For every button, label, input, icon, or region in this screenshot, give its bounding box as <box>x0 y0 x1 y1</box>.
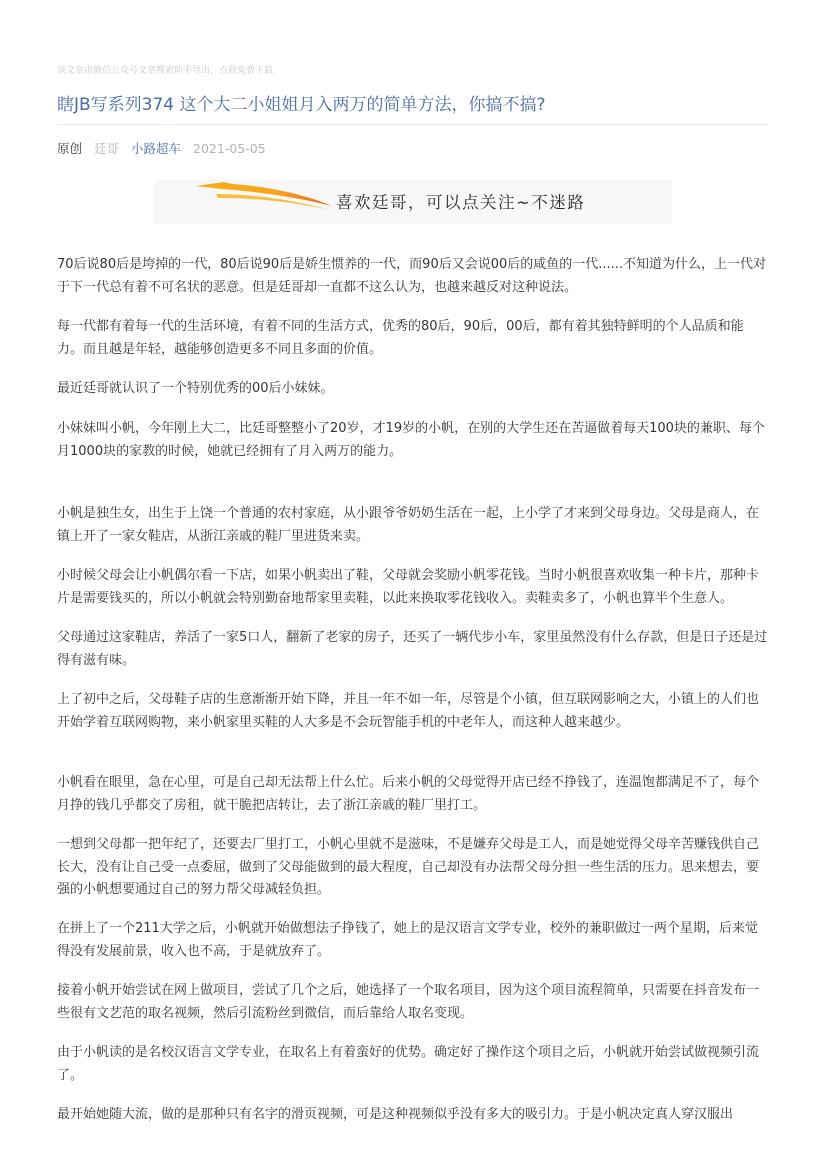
original-label: 原创 <box>57 141 83 156</box>
article-title: 瞎JB写系列374 这个大二小姐姐月入两万的简单方法，你搞不搞? <box>57 95 546 115</box>
paragraph: 一想到父母都一把年纪了，还要去厂里打工，小帆心里就不是滋味，不是嫌弃父母是工人，而是她觉得父母辛苦赚钱供自己长大，没有让自己受一点委屈，做到了父母能做到的最大程度，自己却没有办法帮父母分担一些生活的压力。思来想去，要强的小帆想要通过自己的努力帮父母减轻负担。 <box>57 837 760 897</box>
paragraph: 70后说80后是垮掉的一代，80后说90后是娇生惯养的一代，而90后又会说00后的咸鱼的一代......不知道为什么，上一代对于下一代总有着不可名状的恶意。但是廷哥却一直都不这么认为，也越来越反对这种说法。 <box>57 257 767 295</box>
publish-date: 2021-05-05 <box>193 141 266 156</box>
paragraph: 在拼上了一个211大学之后，小帆就开始做想法子挣钱了，她上的是汉语言文学专业，校外的兼职做过一两个星期，后来觉得没有发展前景，收入也不高，于是就放弃了。 <box>57 921 758 959</box>
paragraph: 小帆看在眼里，急在心里，可是自己却无法帮上什么忙。后来小帆的父母觉得开店已经不挣钱了，连温饱都满足不了，每个月挣的钱几乎都交了房租，就干脆把店转让，去了浙江亲戚的鞋厂里打工。 <box>57 775 760 813</box>
paragraph: 小帆是独生女，出生于上饶一个普通的农村家庭，从小跟爷爷奶奶生活在一起，上小学了才来到父母身边。父母是商人，在镇上开了一家女鞋店，从浙江亲戚的鞋厂里进货来卖。 <box>57 506 760 544</box>
paragraph: 接着小帆开始尝试在网上做项目，尝试了几个之后，她选择了一个取名项目，因为这个项目流程简单，只需要在抖音发布一些很有文艺范的取名视频，然后引流粉丝到微信，而后靠给人取名变现。 <box>57 983 760 1021</box>
paragraph: 小时候父母会让小帆偶尔看一下店，如果小帆卖出了鞋，父母就会奖励小帆零花钱。当时小帆很喜欢收集一种卡片，那种卡片是需要钱买的，所以小帆就会特别勤奋地帮家里卖鞋，以此来换取零花钱收入。卖鞋卖多了，小帆也算半个生意人。 <box>57 568 760 606</box>
paragraph: 最近廷哥就认识了一个特别优秀的00后小妹妹。 <box>57 381 334 396</box>
export-notice-link[interactable]: 该文章由微信公众号文章搜索助手导出，点我免费下载 <box>57 66 274 76</box>
follow-banner-text: 喜欢廷哥，可以点关注~不迷路 <box>336 193 586 212</box>
paragraph: 上了初中之后，父母鞋子店的生意渐渐开始下降，并且一年不如一年，尽管是个小镇，但互联网影响之大，小镇上的人们也开始学着互联网购物，来小帆家里买鞋的人大多是不会玩智能手机的中老年人，而这种人越来越少。 <box>57 692 760 730</box>
paragraph: 最开始她随大流，做的是那种只有名字的滑页视频，可是这种视频似乎没有多大的吸引力。于是小帆决定真人穿汉服出 <box>57 1107 734 1122</box>
account-name-link[interactable]: 小路超车 <box>131 141 182 156</box>
follow-banner <box>154 180 672 224</box>
title-divider <box>57 124 769 125</box>
paragraph: 每一代都有着每一代的生活环境，有着不同的生活方式，优秀的80后，90后，00后，都有着其独特鲜明的个人品质和能力。而且越是年轻，越能够创造更多不同且多面的价值。 <box>57 319 744 357</box>
author-name: 廷哥 <box>94 141 120 156</box>
paragraph: 父母通过这家鞋店，养活了一家5口人，翻新了老家的房子，还买了一辆代步小车，家里虽然没有什么存款，但是日子还是过得有滋有味。 <box>57 630 768 668</box>
paragraph: 小妹妹叫小帆，今年刚上大二，比廷哥整整小了20岁，才19岁的小帆，在别的大学生还在苦逼做着每天100块的兼职、每个月1000块的家教的时候，她就已经拥有了月入两万的能力。 <box>57 421 765 459</box>
article-meta <box>57 140 274 158</box>
paragraph: 由于小帆读的是名校汉语言文学专业，在取名上有着蛮好的优势。确定好了操作这个项目之后，小帆就开始尝试做视频引流了。 <box>57 1045 760 1083</box>
